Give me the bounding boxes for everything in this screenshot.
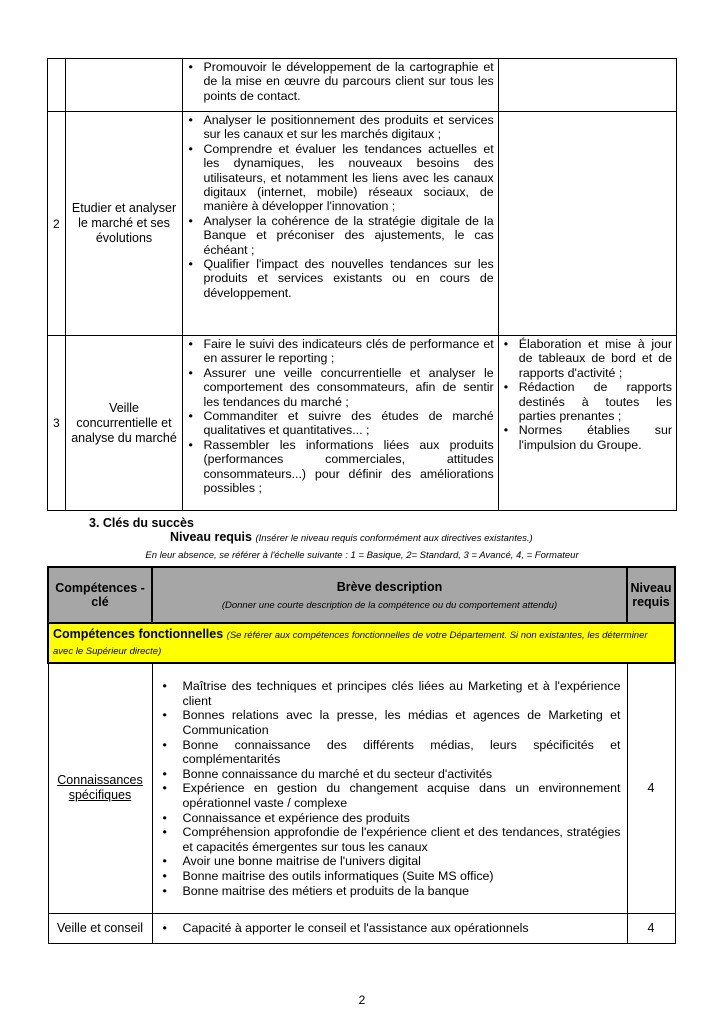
results-cell [498,59,676,112]
header-competences: Compétences -clé [48,567,152,623]
row-title: Etudier et analyser le marché et ses évolutions [65,112,183,336]
activities-cell [183,112,498,336]
header-description [152,567,627,623]
niveau-requis-line [170,530,533,544]
competence-level: 4 [627,663,675,913]
list-item: • Capacité à apporter le conseil et l'assistance aux opérationnels [157,921,621,936]
list-item: • Avoir une bonne maitrise de l'univers digital [157,854,621,869]
list-item: • Rédaction de rapports destinés à toutes les parties prenantes ; [501,380,672,423]
activities-cell [183,59,498,112]
row-title: Veille concurrentielle et analyse du marché [65,336,183,511]
list-item: • Expérience en gestion du changement acquise dans un environnement opérationnel vaste / complexe [157,781,621,810]
list-item: • Compréhension approfondie de l'expérience client et des tendances, stratégies et capacités émergentes sur tous les canaux [157,825,621,854]
list-item: • Élaboration et mise à jour de tableaux de bord et de rapports d'activité ; [501,337,672,380]
competence-description [152,913,627,943]
fonctionnelles-row [48,623,675,663]
table-row [48,663,675,913]
list-item: • Analyser le positionnement des produits et services sur les canaux et sur les marchés digitaux ; [185,113,493,142]
list-item: • Bonnes relations avec la presse, les médias et agences de Marketing et Communication [157,708,621,737]
table-row [48,913,675,943]
competence-level: 4 [627,913,675,943]
results-cell [498,336,676,511]
fonctionnelles-label: Compétences fonctionnelles [53,627,224,641]
list-item: • Bonne connaissance du marché et du secteur d'activités [157,767,621,782]
header-description-note: (Donner une courte description de la compétence ou du comportement attendu) [221,599,558,611]
section-heading: 3. Clés du succès [89,516,194,530]
header-description-title: Brève description [336,579,443,594]
list-item: • Bonne maitrise des métiers et produits de la banque [157,884,621,899]
competence-name: Connaissances spécifiques [48,663,152,913]
niveau-label: Niveau requis [170,530,252,544]
table-row [48,112,677,336]
table-row [48,59,677,112]
list-item: • Assurer une veille concurrentielle et analyser le comportement des consommateurs, afin de sentir les tendances du marché ; [185,366,493,409]
list-item: • Rassembler les informations liées aux produits (performances commerciales, attitudes consommateurs...) pour définir des améliorations possibles ; [185,438,493,496]
competence-description [152,663,627,913]
list-item: • Commanditer et suivre des études de marché qualitatives et quantitatives... ; [185,409,493,438]
list-item: • Maîtrise des techniques et principes clés liées au Marketing et à l'expérience client [157,679,621,708]
list-item: • Connaissance et expérience des produits [157,811,621,826]
row-title [65,59,183,112]
list-item: • Promouvoir le développement de la cartographie et de la mise en œuvre du parcours client sur tous les points de contact. [185,60,493,103]
row-number: 3 [48,336,66,511]
list-item: • Normes établies sur l'impulsion du Groupe. [501,423,672,452]
list-item: • Qualifier l'impact des nouvelles tendances sur les produits et services existants ou en cours de développement. [185,257,493,300]
niveau-note: (Insérer le niveau requis conformément aux directives existantes.) [255,533,533,544]
list-item: • Faire le suivi des indicateurs clés de performance et en assurer le reporting ; [185,337,493,366]
header-row [48,567,675,623]
fonctionnelles-note: (Se référer aux compétences fonctionnelles de votre Département. Si non existantes, les déterminer avec le Supérieur directe) [53,630,648,657]
list-item: • Analyser la cohérence de la stratégie digitale de la Banque et préconiser des ajustements, le cas échéant ; [185,214,493,257]
list-item: • Comprendre et évaluer les tendances actuelles et les dynamiques, les nouveaux besoins des utilisateurs, et notamment les liens avec les canaux digitaux (internet, mobile) réseaux sociaux, de manière à développer l'innovation ; [185,142,493,214]
list-item: • Bonne maitrise des outils informatiques (Suite MS office) [157,869,621,884]
table-row [48,336,677,511]
competence-name: Veille et conseil [48,913,152,943]
scale-note: En leur absence, se référer à l'échelle suivante : 1 = Basique, 2= Standard, 3 = Avancé, 4, = Formateur [145,550,579,561]
header-niveau: Niveau requis [627,567,675,623]
page-number: 2 [358,993,366,1007]
results-cell [498,112,676,336]
fonctionnelles-cell [48,623,675,663]
activities-cell [183,336,498,511]
list-item: • Bonne connaissance des différents médias, leurs spécificités et complémentarités [157,738,621,767]
activities-table [47,58,677,511]
row-number [48,59,66,112]
row-number: 2 [48,112,66,336]
competences-table [47,566,676,944]
